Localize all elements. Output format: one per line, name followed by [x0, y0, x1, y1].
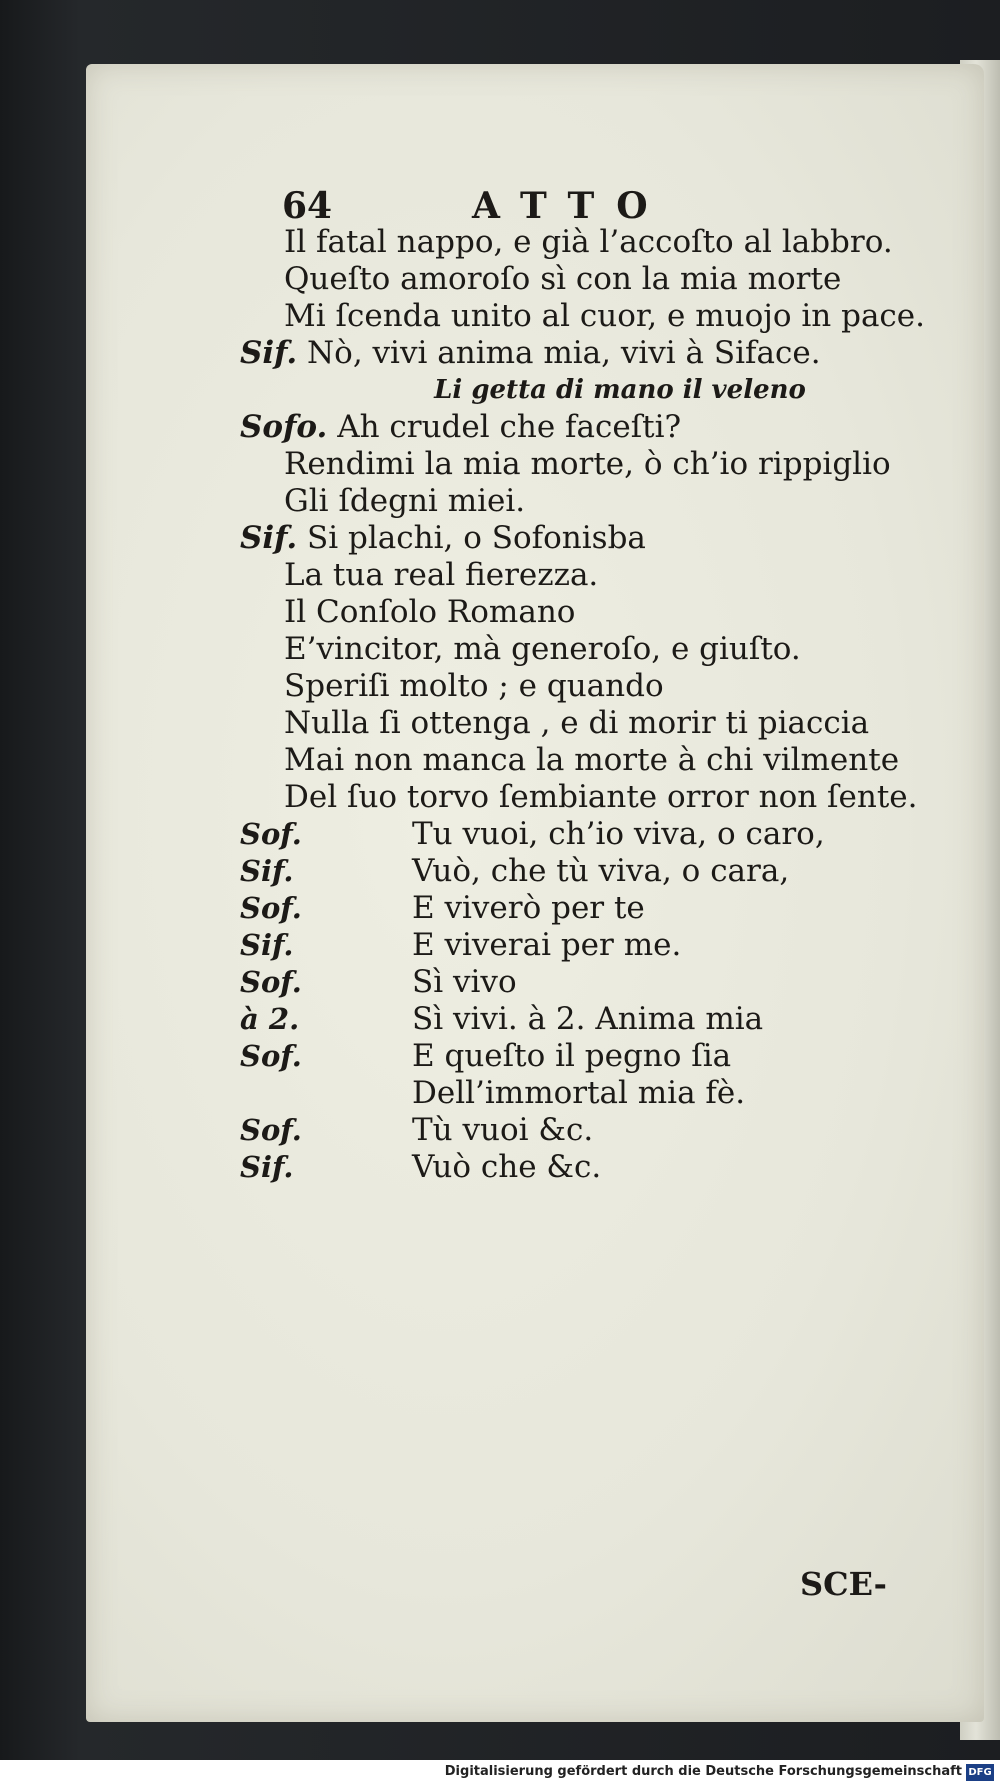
speaker-label: Sof.: [240, 891, 302, 925]
duet-line: à 2. Sì vivi. à 2. Anima mia: [240, 1001, 764, 1037]
speaker-label: Sif.: [240, 854, 294, 888]
duet-line: Sif. Vuò che &c.: [240, 1149, 602, 1185]
running-title: ATTO: [472, 185, 670, 227]
funding-credit: Digitalisierung gefördert durch die Deutsche Forschungsgemeinschaft: [444, 1764, 962, 1779]
duet-line: Sof. Tu vuoi, ch’io viva, o caro,: [240, 816, 825, 852]
footer-bar: [0, 1760, 1000, 1786]
dfg-logo: DFG: [966, 1764, 994, 1781]
speech-line: Sofo. Ah crudel che faceſti?: [240, 409, 682, 445]
duet-line: Sof. E viverò per te: [240, 890, 645, 926]
stage-direction: Li getta di mano il veleno: [434, 375, 806, 405]
text-block: [240, 224, 940, 1186]
speaker-label: [240, 1075, 412, 1112]
text-line: Il fatal nappo, e già l’accoſto al labbro.: [284, 224, 893, 260]
text-line: Mi ſcenda unito al cuor, e muojo in pace.: [284, 298, 925, 334]
speaker-label: Sof.: [240, 817, 302, 851]
speaker-label: Sif.: [240, 1150, 294, 1184]
text-line: Mai non manca la morte à chi vilmente: [284, 742, 900, 778]
text-line: Speriſi molto ; e quando: [284, 668, 664, 704]
text-line: Rendimi la mia morte, ò ch’io rippiglio: [284, 446, 891, 482]
speaker-label: à 2.: [240, 1002, 300, 1036]
speech-line: Sif. Si plachi, o Sofonisba: [240, 520, 646, 556]
speaker-label: Sofo.: [240, 409, 328, 445]
text-line: E’vincitor, mà generoſo, e giuſto.: [284, 631, 801, 667]
text-line: La tua real fierezza.: [284, 557, 599, 593]
text-line: Il Conſolo Romano: [284, 594, 576, 630]
speaker-label: Sof.: [240, 965, 302, 999]
text-line: Del ſuo torvo ſembiante orror non ſente.: [284, 779, 918, 815]
duet-line: Sof. Sì vivo: [240, 964, 517, 1000]
speech-line: Sif. Nò, vivi anima mia, vivi à Siface.: [240, 335, 821, 371]
speaker-label: Sif.: [240, 335, 298, 371]
speaker-label: Sif.: [240, 928, 294, 962]
text-line: Queſto amoroſo sì con la mia morte: [284, 261, 842, 297]
duet-line: Dell’immortal mia fè.: [240, 1075, 940, 1112]
catchword: SCE-: [800, 1565, 887, 1603]
speaker-label: Sof.: [240, 1113, 302, 1147]
speaker-label: Sof.: [240, 1039, 302, 1073]
duet-line: Sif. Vuò, che tù viva, o cara,: [240, 853, 790, 889]
speaker-label: Sif.: [240, 520, 298, 556]
duet-line: Sif. E viverai per me.: [240, 927, 682, 963]
text-line: Nulla ſi ottenga , e di morir ti piaccia: [284, 705, 870, 741]
text-line: Gli ſdegni miei.: [284, 483, 526, 519]
duet-line: Sof. Tù vuoi &c.: [240, 1112, 594, 1148]
duet-line: Sof. E queſto il pegno ſia: [240, 1038, 732, 1074]
page-number: 64: [282, 185, 333, 227]
